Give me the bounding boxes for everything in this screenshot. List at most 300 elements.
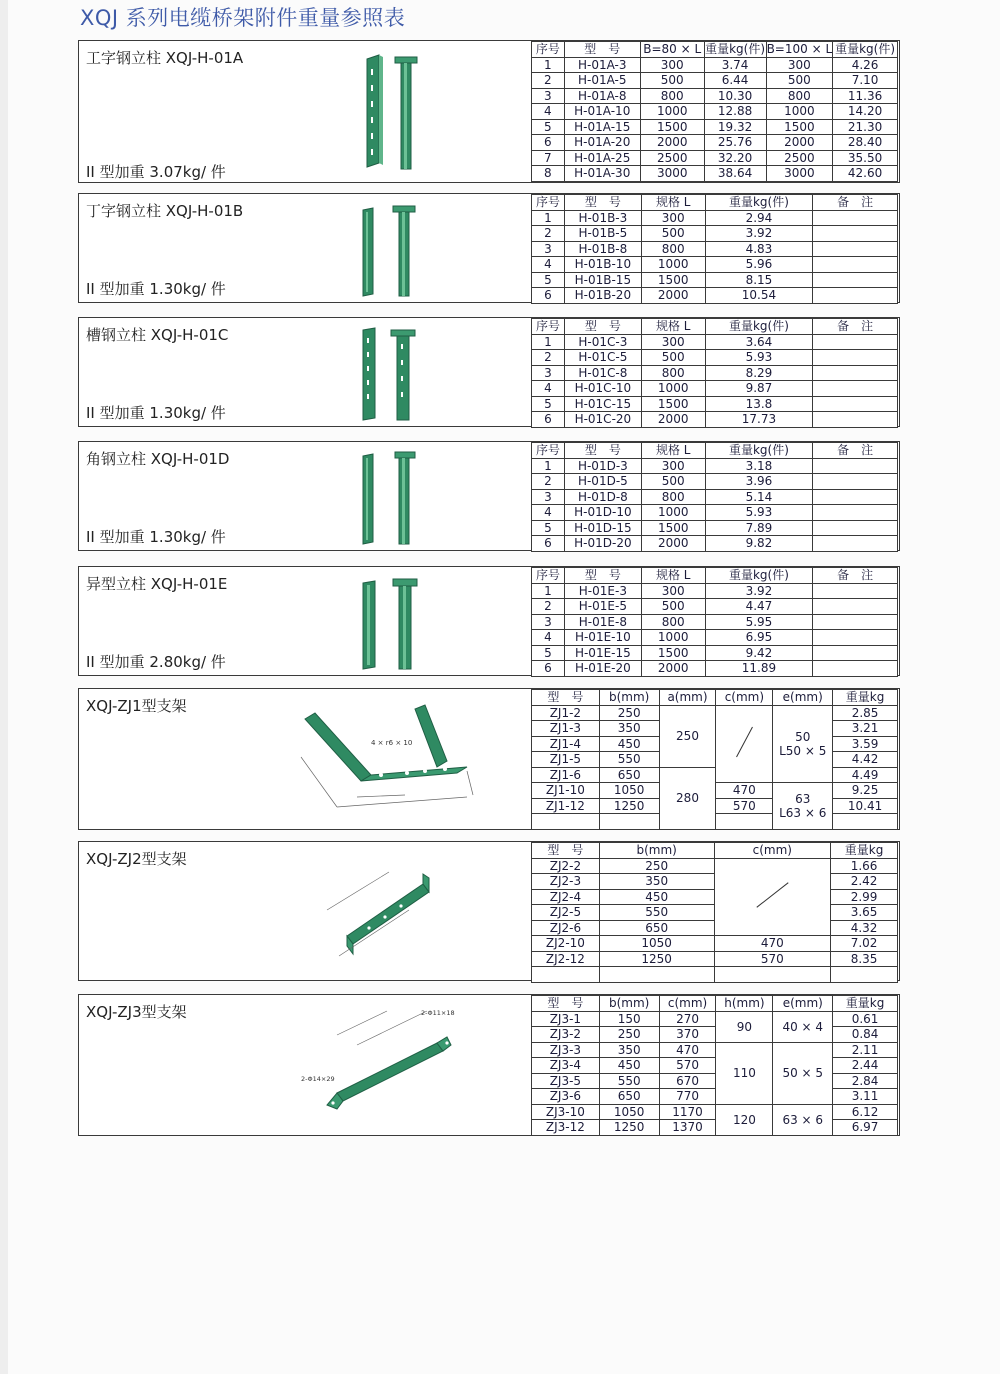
table-cell: 4.26 xyxy=(833,57,898,73)
table-cell: H-01B-10 xyxy=(564,257,641,273)
table-cell: 28.40 xyxy=(833,135,898,151)
table-cell: 9.25 xyxy=(833,783,898,799)
table-cell: ZJ3-3 xyxy=(532,1042,600,1058)
table-cell: 7.10 xyxy=(833,73,898,89)
table-cell: 7 xyxy=(532,150,565,166)
zj1-bracket-illustration xyxy=(297,697,497,819)
table-cell: 42.60 xyxy=(833,166,898,182)
table-cell: 4 xyxy=(532,381,565,397)
table-cell: 450 xyxy=(599,1058,659,1074)
table-h01d xyxy=(531,442,898,552)
table-cell: 4 xyxy=(532,630,565,646)
table-row xyxy=(532,599,898,615)
table-cell: 4 xyxy=(532,505,565,521)
table-cell: 3 xyxy=(532,241,565,257)
table-cell: 350 xyxy=(599,721,659,737)
table-cell: 1000 xyxy=(766,104,833,120)
table-cell: H-01C-15 xyxy=(564,396,641,412)
table-cell: 10.30 xyxy=(704,88,766,104)
table-h01b xyxy=(531,194,898,304)
table-cell: 4.42 xyxy=(833,752,898,768)
table-cell: 2 xyxy=(532,73,565,89)
table-cell: 3.92 xyxy=(705,583,813,599)
section-note: II 型加重 1.30kg/ 件 xyxy=(86,404,226,422)
table-row xyxy=(532,135,898,151)
table-cell: 300 xyxy=(641,458,705,474)
table-cell: 570 xyxy=(714,951,831,967)
section-zj1 xyxy=(78,688,900,830)
table-cell: 2500 xyxy=(766,150,833,166)
header-cell: h(mm) xyxy=(716,996,773,1012)
table-cell: 350 xyxy=(599,1042,659,1058)
table-row xyxy=(532,334,898,350)
section-h01d xyxy=(78,441,900,551)
table-row xyxy=(532,767,898,783)
table-row xyxy=(532,288,898,304)
table-cell: 1500 xyxy=(641,396,705,412)
table-cell: 1500 xyxy=(641,645,705,661)
table-cell: 3.74 xyxy=(704,57,766,73)
table-cell: ZJ3-2 xyxy=(532,1027,600,1043)
table-cell xyxy=(714,967,831,983)
table-cell xyxy=(813,458,898,474)
table-row xyxy=(532,458,898,474)
table-cell: 9.82 xyxy=(705,536,813,552)
table-cell: 32.20 xyxy=(704,150,766,166)
table-cell: H-01E-20 xyxy=(564,661,641,677)
e-merged-cell: 63 × 6 xyxy=(773,1104,833,1135)
section-h01b xyxy=(78,193,900,303)
table-cell: H-01D-15 xyxy=(564,520,641,536)
table-cell: 470 xyxy=(659,1042,716,1058)
table-cell: ZJ2-12 xyxy=(532,951,600,967)
table-row xyxy=(532,73,898,89)
c-merged-cell xyxy=(714,858,831,936)
table-cell: H-01A-10 xyxy=(564,104,640,120)
table-cell: 2.94 xyxy=(705,210,813,226)
page-title: XQJ 系列电缆桥架附件重量参照表 xyxy=(80,6,406,30)
h-merged-cell: 120 xyxy=(716,1104,773,1135)
table-cell: 3000 xyxy=(766,166,833,182)
column-a-illustration xyxy=(359,51,429,176)
table-cell: 250 xyxy=(599,1027,659,1043)
table-cell: 3.21 xyxy=(833,721,898,737)
table-cell: 5 xyxy=(532,272,565,288)
table-cell: 470 xyxy=(716,783,773,799)
table-cell: 250 xyxy=(599,858,714,874)
table-cell: 370 xyxy=(659,1027,716,1043)
e-merged-cell: 40 × 4 xyxy=(773,1011,833,1042)
table-cell: 6 xyxy=(532,135,565,151)
section-h01e xyxy=(78,566,900,676)
table-cell: ZJ1-5 xyxy=(532,752,600,768)
header-cell: 序号 xyxy=(532,319,565,335)
table-cell: 3.96 xyxy=(705,474,813,490)
table-cell: H-01C-3 xyxy=(564,334,641,350)
table-cell: 6.12 xyxy=(833,1104,898,1120)
table-cell xyxy=(716,814,773,830)
header-cell: 型 号 xyxy=(564,568,641,584)
table-cell: H-01D-10 xyxy=(564,505,641,521)
table-cell: 4 xyxy=(532,104,565,120)
table-cell: ZJ1-12 xyxy=(532,798,600,814)
table-cell: 10.54 xyxy=(705,288,813,304)
header-cell: b(mm) xyxy=(599,996,659,1012)
table-cell: 6.95 xyxy=(705,630,813,646)
header-cell: 型 号 xyxy=(564,42,640,58)
table-row xyxy=(532,1104,898,1120)
table-cell: 1050 xyxy=(599,936,714,952)
table-cell: H-01D-20 xyxy=(564,536,641,552)
table-cell: H-01B-20 xyxy=(564,288,641,304)
table-cell: 4 xyxy=(532,257,565,273)
table-cell: 1500 xyxy=(766,119,833,135)
header-cell: 重量kg(件) xyxy=(705,319,813,335)
table-cell: ZJ3-5 xyxy=(532,1073,600,1089)
section-title: 槽钢立柱 XQJ-H-01C xyxy=(86,326,229,344)
table-cell: 8.35 xyxy=(831,951,898,967)
table-cell xyxy=(813,288,898,304)
table-cell xyxy=(813,396,898,412)
header-cell: 重量kg(件) xyxy=(705,42,766,57)
table-cell: ZJ1-3 xyxy=(532,721,600,737)
table-cell: 300 xyxy=(641,210,705,226)
table-cell: 1170 xyxy=(659,1104,716,1120)
table-cell: 470 xyxy=(714,936,831,952)
table-cell: H-01E-3 xyxy=(564,583,641,599)
table-cell: 19.32 xyxy=(704,119,766,135)
table-cell: 12.88 xyxy=(704,104,766,120)
table-cell: 450 xyxy=(599,889,714,905)
e-value: 50 xyxy=(795,729,811,744)
header-cell: 规格 L xyxy=(641,195,705,211)
section-title: XQJ-ZJ1型支架 xyxy=(86,697,187,715)
table-cell: H-01D-3 xyxy=(564,458,641,474)
table-cell: 1050 xyxy=(599,783,659,799)
table-cell xyxy=(599,814,659,830)
header-cell: e(mm) xyxy=(773,996,833,1012)
table-cell: 3.18 xyxy=(705,458,813,474)
zj2-bracket-illustration xyxy=(319,870,439,960)
table-cell: ZJ1-10 xyxy=(532,783,600,799)
table-header xyxy=(532,195,898,211)
table-cell xyxy=(532,967,600,983)
header-cell: 备 注 xyxy=(813,443,898,459)
table-cell: 500 xyxy=(640,73,704,89)
header-cell: 重量kg xyxy=(833,690,898,706)
table-cell xyxy=(813,257,898,273)
table-cell: 650 xyxy=(599,767,659,783)
section-title: XQJ-ZJ3型支架 xyxy=(86,1003,187,1021)
table-cell: H-01E-15 xyxy=(564,645,641,661)
table-cell xyxy=(813,661,898,677)
table-zj1 xyxy=(531,689,898,830)
header-cell: 重量kg(件) xyxy=(705,568,813,584)
header-cell: 规格 L xyxy=(641,443,705,459)
table-cell: 800 xyxy=(640,88,704,104)
table-cell: 3.65 xyxy=(831,905,898,921)
table-h01a xyxy=(531,41,898,182)
table-cell: 2.99 xyxy=(831,889,898,905)
table-cell: 2.85 xyxy=(833,705,898,721)
table-cell xyxy=(813,614,898,630)
table-cell: H-01B-3 xyxy=(564,210,641,226)
table-cell: 9.87 xyxy=(705,381,813,397)
table-cell xyxy=(813,272,898,288)
table-cell: 5.14 xyxy=(705,489,813,505)
table-cell xyxy=(813,630,898,646)
table-cell: H-01C-5 xyxy=(564,350,641,366)
table-cell: 1500 xyxy=(641,272,705,288)
table-cell: H-01B-8 xyxy=(564,241,641,257)
table-row xyxy=(532,583,898,599)
table-cell: 38.64 xyxy=(704,166,766,182)
table-row xyxy=(532,967,898,983)
table-cell: 650 xyxy=(599,920,714,936)
zj3-diagram-label-top: 2-Φ11×18 xyxy=(421,1009,455,1017)
table-cell: 6 xyxy=(532,661,565,677)
table-cell: 1500 xyxy=(640,119,704,135)
table-row xyxy=(532,119,898,135)
table-cell: H-01E-8 xyxy=(564,614,641,630)
header-cell: 重量kg(件) xyxy=(705,443,813,459)
table-cell: 1250 xyxy=(599,951,714,967)
table-cell: 5.93 xyxy=(705,350,813,366)
column-c-illustration xyxy=(355,324,427,422)
table-row xyxy=(532,1120,898,1136)
table-cell: 300 xyxy=(641,583,705,599)
header-cell: 重量kg(件) xyxy=(705,195,813,211)
table-cell: 2 xyxy=(532,474,565,490)
table-cell: 2 xyxy=(532,226,565,242)
header-cell: 序号 xyxy=(532,195,565,211)
table-cell: 1050 xyxy=(599,1104,659,1120)
header-cell: b(mm) xyxy=(599,690,659,706)
table-cell: 9.42 xyxy=(705,645,813,661)
table-cell: H-01A-30 xyxy=(564,166,640,182)
e-merged-cell xyxy=(773,705,833,783)
table-cell: 2000 xyxy=(766,135,833,151)
table-cell: 17.73 xyxy=(705,412,813,428)
table-row xyxy=(532,1089,898,1105)
scan-edge xyxy=(0,0,8,1374)
header-cell: 重量kg xyxy=(831,843,898,859)
table-cell xyxy=(813,350,898,366)
table-row xyxy=(532,536,898,552)
table-cell: 5 xyxy=(532,396,565,412)
table-cell xyxy=(532,814,600,830)
table-row xyxy=(532,520,898,536)
e-merged-cell: 50 × 5 xyxy=(773,1042,833,1104)
table-cell: 11.89 xyxy=(705,661,813,677)
table-cell: H-01C-10 xyxy=(564,381,641,397)
table-cell: 500 xyxy=(766,73,833,89)
table-cell xyxy=(813,412,898,428)
c-merged-cell xyxy=(716,705,773,783)
header-cell: 型 号 xyxy=(564,443,641,459)
table-cell: 6.97 xyxy=(833,1120,898,1136)
header-cell: 备 注 xyxy=(813,319,898,335)
a-merged-cell: 280 xyxy=(659,767,716,829)
table-h01e xyxy=(531,567,898,677)
table-row xyxy=(532,1073,898,1089)
table-cell: ZJ2-10 xyxy=(532,936,600,952)
header-cell: 序号 xyxy=(532,443,565,459)
table-cell xyxy=(813,505,898,521)
table-cell: H-01B-5 xyxy=(564,226,641,242)
table-cell: ZJ1-6 xyxy=(532,767,600,783)
header-cell: 型 号 xyxy=(532,996,600,1012)
table-cell xyxy=(831,967,898,983)
table-cell: 800 xyxy=(766,88,833,104)
section-note: II 型加重 1.30kg/ 件 xyxy=(86,528,226,546)
table-cell: 300 xyxy=(640,57,704,73)
table-row xyxy=(532,1042,898,1058)
table-header xyxy=(532,319,898,335)
table-cell: ZJ2-5 xyxy=(532,905,600,921)
table-header xyxy=(532,568,898,584)
table-cell: 4.49 xyxy=(833,767,898,783)
table-cell: 550 xyxy=(599,752,659,768)
table-cell: 2.44 xyxy=(833,1058,898,1074)
table-cell: 270 xyxy=(659,1011,716,1027)
table-cell xyxy=(813,536,898,552)
e-merged-cell xyxy=(773,783,833,830)
table-cell xyxy=(813,583,898,599)
table-row xyxy=(532,951,898,967)
table-cell: 0.84 xyxy=(833,1027,898,1043)
table-header xyxy=(532,996,898,1012)
table-cell xyxy=(813,241,898,257)
table-cell: 500 xyxy=(641,350,705,366)
table-cell: 0.61 xyxy=(833,1011,898,1027)
table-cell: 2500 xyxy=(640,150,704,166)
table-cell: 3 xyxy=(532,489,565,505)
table-row xyxy=(532,104,898,120)
table-cell: 2.42 xyxy=(831,874,898,890)
table-cell xyxy=(813,226,898,242)
table-zj2 xyxy=(531,842,898,983)
table-row xyxy=(532,210,898,226)
section-h01a xyxy=(78,40,900,183)
table-cell: 150 xyxy=(599,1011,659,1027)
table-cell: 1000 xyxy=(641,630,705,646)
table-row xyxy=(532,257,898,273)
table-row xyxy=(532,474,898,490)
table-cell: 5 xyxy=(532,119,565,135)
table-cell: 2000 xyxy=(640,135,704,151)
table-header xyxy=(532,443,898,459)
table-cell: 3 xyxy=(532,614,565,630)
header-cell: B=80 × L xyxy=(640,42,704,58)
table-cell: 2 xyxy=(532,599,565,615)
table-row xyxy=(532,505,898,521)
section-title: 丁字钢立柱 XQJ-H-01B xyxy=(86,202,244,220)
header-cell: 序号 xyxy=(532,568,565,584)
table-cell: 6 xyxy=(532,412,565,428)
header-cell: a(mm) xyxy=(659,690,716,706)
h-merged-cell: 90 xyxy=(716,1011,773,1042)
table-cell: H-01A-5 xyxy=(564,73,640,89)
table-cell: 1.66 xyxy=(831,858,898,874)
table-h01c xyxy=(531,318,898,428)
table-cell: H-01E-5 xyxy=(564,599,641,615)
table-cell xyxy=(813,474,898,490)
table-row xyxy=(532,396,898,412)
table-cell: 3.11 xyxy=(833,1089,898,1105)
e-value: L50 × 5 xyxy=(779,743,827,758)
table-cell: 1370 xyxy=(659,1120,716,1136)
table-cell: ZJ1-4 xyxy=(532,736,600,752)
table-cell: 5 xyxy=(532,645,565,661)
table-cell: 450 xyxy=(599,736,659,752)
table-cell: 7.89 xyxy=(705,520,813,536)
table-cell: 5.95 xyxy=(705,614,813,630)
header-cell: c(mm) xyxy=(716,690,773,706)
table-cell: 1 xyxy=(532,583,565,599)
table-cell: ZJ3-4 xyxy=(532,1058,600,1074)
header-cell: 型 号 xyxy=(564,195,641,211)
table-cell: 2000 xyxy=(641,288,705,304)
table-row xyxy=(532,614,898,630)
table-zj3 xyxy=(531,995,898,1136)
table-cell: 3000 xyxy=(640,166,704,182)
table-cell xyxy=(599,967,714,983)
table-cell: 7.02 xyxy=(831,936,898,952)
table-row xyxy=(532,166,898,182)
table-cell: 1250 xyxy=(599,1120,659,1136)
table-cell: 1 xyxy=(532,458,565,474)
header-cell: b(mm) xyxy=(599,843,714,859)
table-header xyxy=(532,42,898,58)
table-cell: H-01E-10 xyxy=(564,630,641,646)
section-title: 工字钢立柱 XQJ-H-01A xyxy=(86,49,244,67)
section-zj2 xyxy=(78,841,900,981)
table-cell: 2000 xyxy=(641,412,705,428)
table-cell: 4.83 xyxy=(705,241,813,257)
table-header xyxy=(532,690,898,706)
table-cell: H-01B-15 xyxy=(564,272,641,288)
section-note: II 型加重 3.07kg/ 件 xyxy=(86,163,226,181)
table-cell: 5.93 xyxy=(705,505,813,521)
table-cell: 2.84 xyxy=(833,1073,898,1089)
section-title: 角钢立柱 XQJ-H-01D xyxy=(86,450,230,468)
table-cell: 2000 xyxy=(641,661,705,677)
table-cell: 3.59 xyxy=(833,736,898,752)
table-row xyxy=(532,381,898,397)
header-cell: 规格 L xyxy=(641,568,705,584)
table-row xyxy=(532,936,898,952)
table-cell: 300 xyxy=(766,57,833,73)
table-row xyxy=(532,412,898,428)
table-cell: 770 xyxy=(659,1089,716,1105)
header-cell: 备 注 xyxy=(813,195,898,211)
table-row xyxy=(532,272,898,288)
table-cell xyxy=(813,599,898,615)
table-cell: 1000 xyxy=(640,104,704,120)
table-cell xyxy=(813,210,898,226)
table-cell: 1500 xyxy=(641,520,705,536)
table-cell: 2.11 xyxy=(833,1042,898,1058)
table-cell: H-01D-8 xyxy=(564,489,641,505)
header-cell: 型 号 xyxy=(532,690,600,706)
table-row xyxy=(532,365,898,381)
table-cell: 1 xyxy=(532,57,565,73)
table-cell: 6.44 xyxy=(704,73,766,89)
a-merged-cell: 250 xyxy=(659,705,716,767)
table-cell: 1250 xyxy=(599,798,659,814)
table-cell: 3.64 xyxy=(705,334,813,350)
